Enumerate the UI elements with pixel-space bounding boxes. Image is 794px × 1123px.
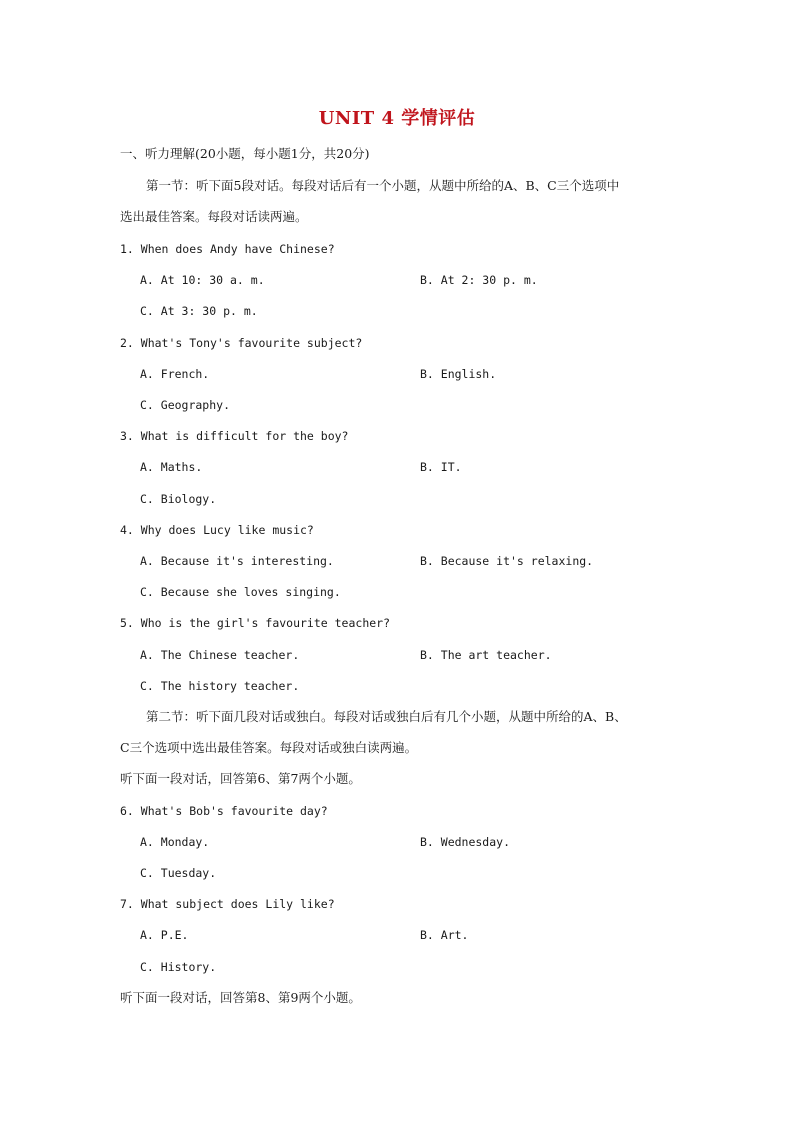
part1-intro-line2: 选出最佳答案。每段对话读两遍。: [120, 209, 308, 224]
option-a: A. The Chinese teacher.: [140, 648, 300, 662]
option-a: A. French.: [140, 367, 210, 381]
option-b: B. Art.: [420, 928, 469, 942]
part1-intro-line1: 第一节：听下面5段对话。每段对话后有一个小题，从题中所给的A、B、C三个选项中: [146, 178, 620, 193]
option-a: A. Because it's interesting.: [140, 554, 334, 568]
question-stem: 6. What's Bob's favourite day?: [120, 804, 328, 818]
option-c: C. Biology.: [140, 492, 217, 506]
option-b: B. English.: [420, 367, 497, 381]
option-c: C. At 3: 30 p. m.: [140, 304, 258, 318]
question-stem: 5. Who is the girl's favourite teacher?: [120, 616, 391, 630]
section-heading: 一、听力理解(20小题，每小题1分，共20分): [120, 146, 370, 161]
option-c: C. History.: [140, 960, 217, 974]
option-a: A. P.E.: [140, 928, 189, 942]
option-b: B. Because it's relaxing.: [420, 554, 594, 568]
dialog-instruction: 听下面一段对话，回答第8、第9两个小题。: [120, 990, 361, 1005]
part2-intro-line2: C三个选项中选出最佳答案。每段对话或独白读两遍。: [120, 740, 418, 755]
page-title: UNIT 4 学情评估: [318, 108, 476, 129]
part2-intro-line1: 第二节：听下面几段对话或独白。每段对话或独白后有几个小题，从题中所给的A、B、: [146, 709, 627, 724]
dialog-instruction: 听下面一段对话，回答第6、第7两个小题。: [120, 771, 361, 786]
option-b: B. At 2: 30 p. m.: [420, 273, 538, 287]
option-a: A. Monday.: [140, 835, 210, 849]
option-c: C. The history teacher.: [140, 679, 300, 693]
option-c: C. Because she loves singing.: [140, 585, 341, 599]
question-stem: 7. What subject does Lily like?: [120, 897, 335, 911]
option-a: A. At 10: 30 a. m.: [140, 273, 265, 287]
question-stem: 2. What's Tony's favourite subject?: [120, 336, 363, 350]
question-stem: 1. When does Andy have Chinese?: [120, 242, 335, 256]
option-b: B. IT.: [420, 460, 462, 474]
option-c: C. Tuesday.: [140, 866, 217, 880]
option-b: B. Wednesday.: [420, 835, 511, 849]
question-stem: 4. Why does Lucy like music?: [120, 523, 314, 537]
question-stem: 3. What is difficult for the boy?: [120, 429, 349, 443]
option-a: A. Maths.: [140, 460, 203, 474]
option-c: C. Geography.: [140, 398, 231, 412]
option-b: B. The art teacher.: [420, 648, 552, 662]
